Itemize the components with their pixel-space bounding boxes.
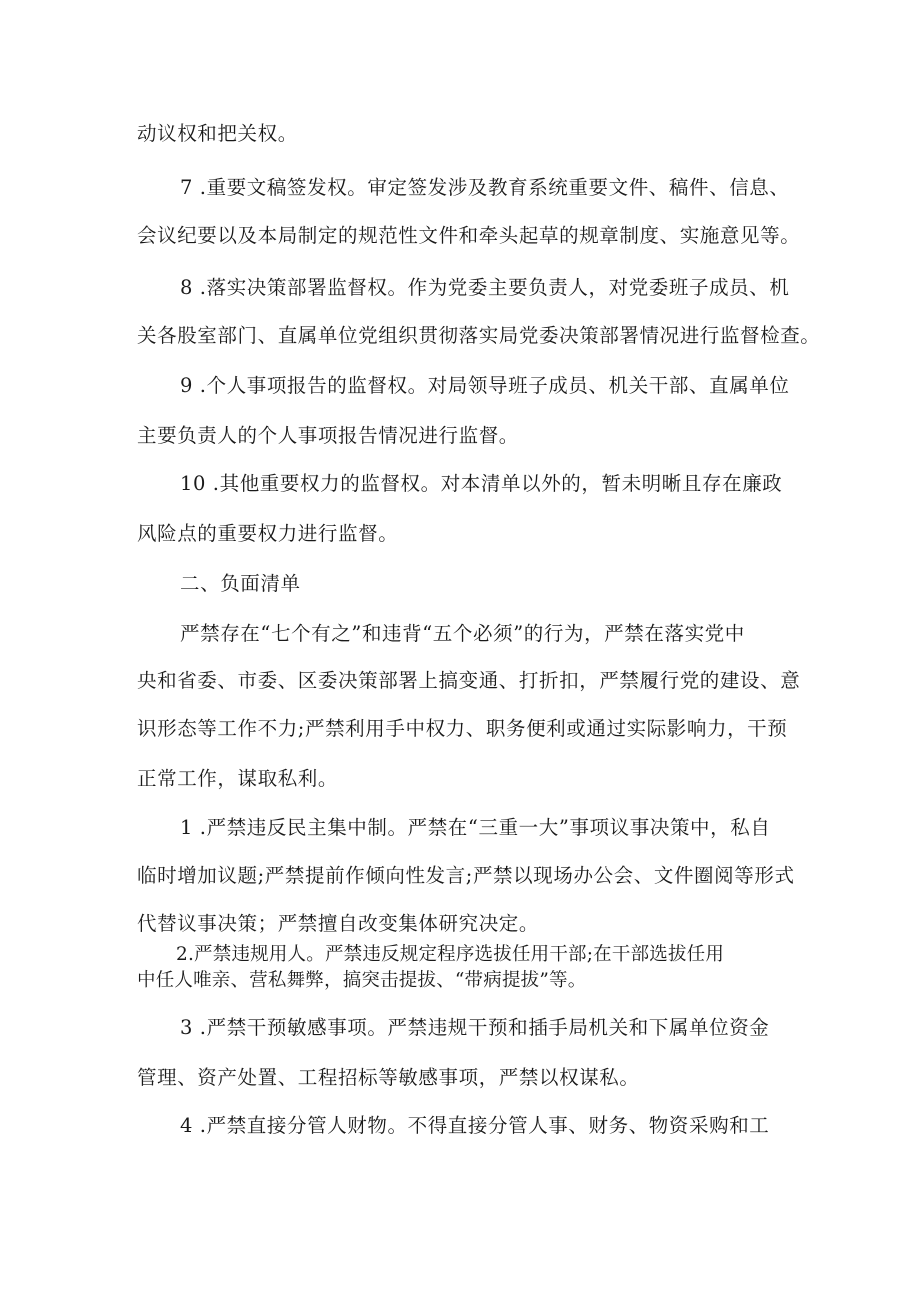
item-10-line-2: 风险点的重要权力进行监督。 (137, 522, 399, 545)
intro-line-1: 严禁存在“七个有之”和违背“五个必须”的行为，严禁在落实党中 (180, 622, 745, 645)
item-10-line-1: 10 .其他重要权力的监督权。对本清单以外的，暂未明晰且存在廉政 (180, 472, 783, 495)
item-9-line-1: 9 .个人事项报告的监督权。对局领导班子成员、机关干部、直属单位 (180, 374, 790, 397)
item-7-line-1: 7 .重要文稿签发权。审定签发涉及教育系统重要文件、稿件、信息、 (180, 176, 790, 199)
item-9-line-2: 主要负责人的个人事项报告情况进行监督。 (137, 424, 519, 447)
negative-item-4-line-1: 4 .严禁直接分管人财物。不得直接分管人事、财务、物资采购和工 (180, 1114, 770, 1137)
negative-item-3-line-1: 3 .严禁干预敏感事项。严禁违规干预和插手局机关和下属单位资金 (180, 1016, 770, 1039)
section-heading: 二、负面清单 (180, 572, 301, 595)
item-8-line-1: 8 .落实决策部署监督权。作为党委主要负责人，对党委班子成员、机 (180, 276, 790, 299)
intro-line-2: 央和省委、市委、区委决策部署上搞变通、打折扣，严禁履行党的建设、意 (137, 669, 801, 692)
negative-item-3-line-2: 管理、资产处置、工程招标等敏感事项，严禁以权谋私。 (137, 1066, 640, 1089)
intro-line-3: 识形态等工作不力;严禁利用手中权力、职务便利或通过实际影响力，干预 (137, 717, 788, 740)
continuation-text: 动议权和把关权。 (137, 122, 298, 145)
negative-item-2-line-2: 中任人唯亲、营私舞弊，搞突击提拔、“带病提拔”等。 (137, 970, 587, 991)
intro-line-4: 正常工作，谋取私利。 (137, 767, 339, 790)
negative-item-1-line-2: 临时增加议题;严禁提前作倾向性发言;严禁以现场办公会、文件圈阅等形式 (137, 864, 795, 887)
negative-item-1-line-3: 代替议事决策；严禁擅自改变集体研究决定。 (137, 912, 540, 935)
item-8-line-2: 关各股室部门、直属单位党组织贯彻落实局党委决策部署情况进行监督检查。 (137, 324, 821, 347)
negative-item-2-line-1: 2.严禁违规用人。严禁违反规定程序选拔任用干部;在干部选拔任用 (176, 944, 725, 965)
negative-item-1-line-1: 1 .严禁违反民主集中制。严禁在“三重一大”事项议事决策中，私自 (180, 816, 771, 839)
item-7-line-2: 会议纪要以及本局制定的规范性文件和牵头起草的规章制度、实施意见等。 (137, 224, 801, 247)
